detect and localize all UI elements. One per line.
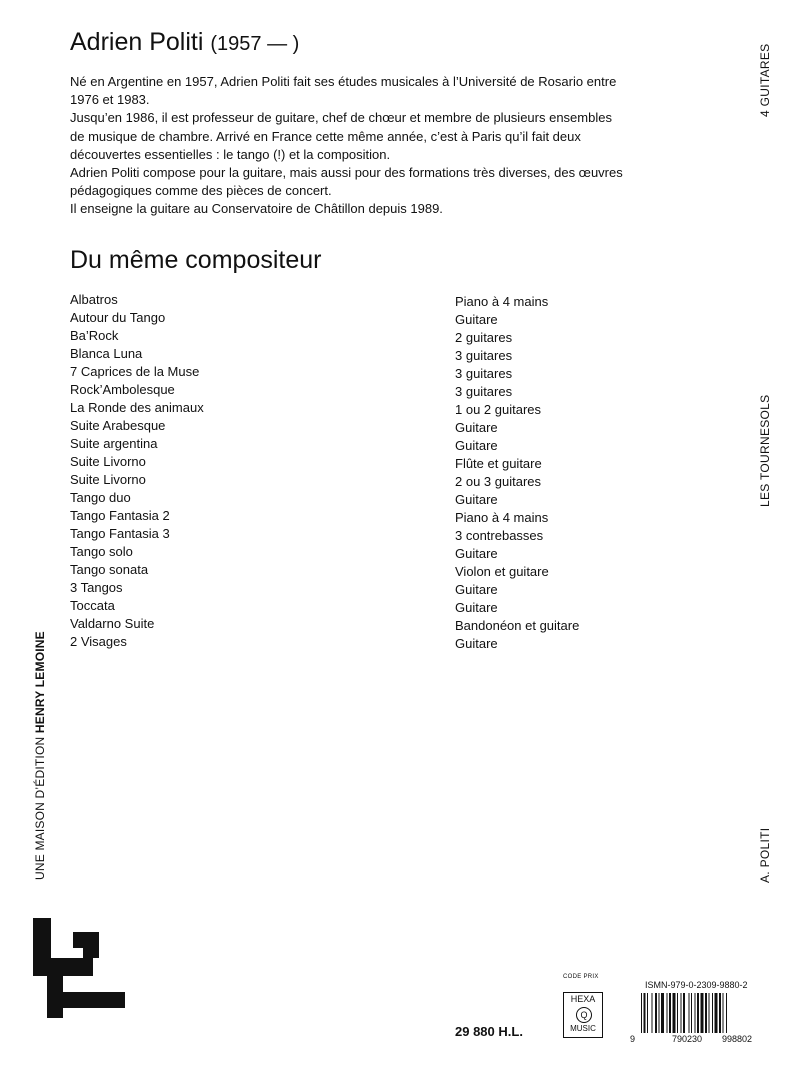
work-row <box>70 525 630 543</box>
work-title: Tango sonata <box>70 562 149 577</box>
work-instrumentation: 3 guitares <box>455 348 513 363</box>
work-title: Suite argentina <box>70 436 158 451</box>
barcode-digit-group: 790230 <box>672 1034 703 1044</box>
bio-paragraph: Né en Argentine en 1957, Adrien Politi fait ses études musicales à l’Université de Rosario entre 1976 et 1983. <box>70 74 617 108</box>
work-title: Autour du Tango <box>70 310 166 325</box>
work-row <box>70 381 630 399</box>
price-code-label: CODE PRIX <box>563 974 599 980</box>
price-code-letter: Q <box>576 1007 592 1023</box>
work-row <box>70 543 630 561</box>
work-row <box>70 507 630 525</box>
work-row <box>70 453 630 471</box>
publisher-prefix: UNE MAISON D’ÉDITION <box>33 733 47 880</box>
composer-years: (1957 — ) <box>210 33 300 55</box>
work-title: Albatros <box>70 292 118 307</box>
work-instrumentation: Flûte et guitare <box>455 456 542 471</box>
work-row <box>70 561 630 579</box>
work-row <box>70 327 630 345</box>
work-row <box>70 399 630 417</box>
work-instrumentation: 3 contrebasses <box>455 528 544 543</box>
work-instrumentation: Piano à 4 mains <box>455 294 549 309</box>
work-row <box>70 345 630 363</box>
work-title: Tango Fantasia 2 <box>70 508 170 523</box>
work-title: Toccata <box>70 598 115 613</box>
work-title: Ba’Rock <box>70 328 119 343</box>
work-title: Rock’Ambolesque <box>70 382 175 397</box>
bio-paragraph: Jusqu’en 1986, il est professeur de guitare, chef de chœur et membre de plusieurs ensembles de musique de chambre. Arrivé en France cette même année, c’est à Paris qu’il fait deux découvertes essentielles : le tango (!) et la composition. <box>70 110 612 162</box>
price-code-top: HEXA <box>570 994 596 1004</box>
work-title: 2 Visages <box>70 634 127 649</box>
work-instrumentation: Guitare <box>455 312 498 327</box>
work-instrumentation: 3 guitares <box>455 384 513 399</box>
bio-paragraph: Adrien Politi compose pour la guitare, mais aussi pour des formations très diverses, des œuvres pédagogiques comme des pièces de concert. <box>70 165 623 199</box>
work-title: Blanca Luna <box>70 346 143 361</box>
work-row <box>70 363 630 381</box>
work-instrumentation: Guitare <box>455 438 498 453</box>
page-title <box>70 28 299 57</box>
work-row <box>70 471 630 489</box>
bio-paragraph: Il enseigne la guitare au Conservatoire de Châtillon depuis 1989. <box>70 201 443 217</box>
work-instrumentation: Guitare <box>455 636 498 651</box>
work-instrumentation: Violon et guitare <box>455 564 549 579</box>
work-row <box>70 291 630 309</box>
spine-collection: LES TOURNESOLS <box>758 394 772 507</box>
work-row <box>70 579 630 597</box>
work-instrumentation: Guitare <box>455 546 498 561</box>
work-row <box>70 489 630 507</box>
spine-instrumentation: 4 GUITARES <box>758 43 772 117</box>
ismn-number: ISMN-979-0-2309-9880-2 <box>645 980 748 990</box>
works-section-title: Du même compositeur <box>70 246 322 274</box>
spine-author: A. POLITI <box>758 827 772 883</box>
barcode-digit-group: 9 <box>630 1034 636 1044</box>
biography <box>70 73 630 219</box>
work-instrumentation: 3 guitares <box>455 366 513 381</box>
work-instrumentation: 2 ou 3 guitares <box>455 474 542 489</box>
publisher-logo <box>33 918 143 1018</box>
work-title: Suite Livorno <box>70 472 146 487</box>
barcode-digit-group: 998802 <box>722 1034 753 1044</box>
work-instrumentation: 2 guitares <box>455 330 513 345</box>
work-title: Tango Fantasia 3 <box>70 526 170 541</box>
work-title: Valdarno Suite <box>70 616 155 631</box>
work-title: Suite Livorno <box>70 454 146 469</box>
work-instrumentation: Bandonéon et guitare <box>455 618 580 633</box>
publisher-line <box>33 631 47 880</box>
work-instrumentation: 1 ou 2 guitares <box>455 402 542 417</box>
price-code-bottom: MUSIC <box>570 1024 596 1033</box>
work-title: La Ronde des animaux <box>70 400 204 415</box>
work-instrumentation: Guitare <box>455 582 498 597</box>
work-instrumentation: Piano à 4 mains <box>455 510 549 525</box>
work-row <box>70 435 630 453</box>
work-title: 7 Caprices de la Muse <box>70 364 200 379</box>
work-instrumentation: Guitare <box>455 600 498 615</box>
hexa-music-price-code <box>563 992 603 1038</box>
work-row <box>70 597 630 615</box>
work-title: Tango duo <box>70 490 131 505</box>
composer-name: Adrien Politi <box>70 28 204 56</box>
work-row <box>70 309 630 327</box>
work-row <box>70 417 630 435</box>
work-title: Suite Arabesque <box>70 418 166 433</box>
work-title: Tango solo <box>70 544 133 559</box>
work-title: 3 Tangos <box>70 580 123 595</box>
price: 29 880 H.L. <box>455 1024 523 1039</box>
work-row <box>70 633 630 651</box>
work-instrumentation: Guitare <box>455 492 498 507</box>
works-list <box>70 291 630 651</box>
work-row <box>70 615 630 633</box>
barcode <box>641 993 785 1033</box>
work-instrumentation: Guitare <box>455 420 498 435</box>
publisher-name: HENRY LEMOINE <box>33 631 47 734</box>
